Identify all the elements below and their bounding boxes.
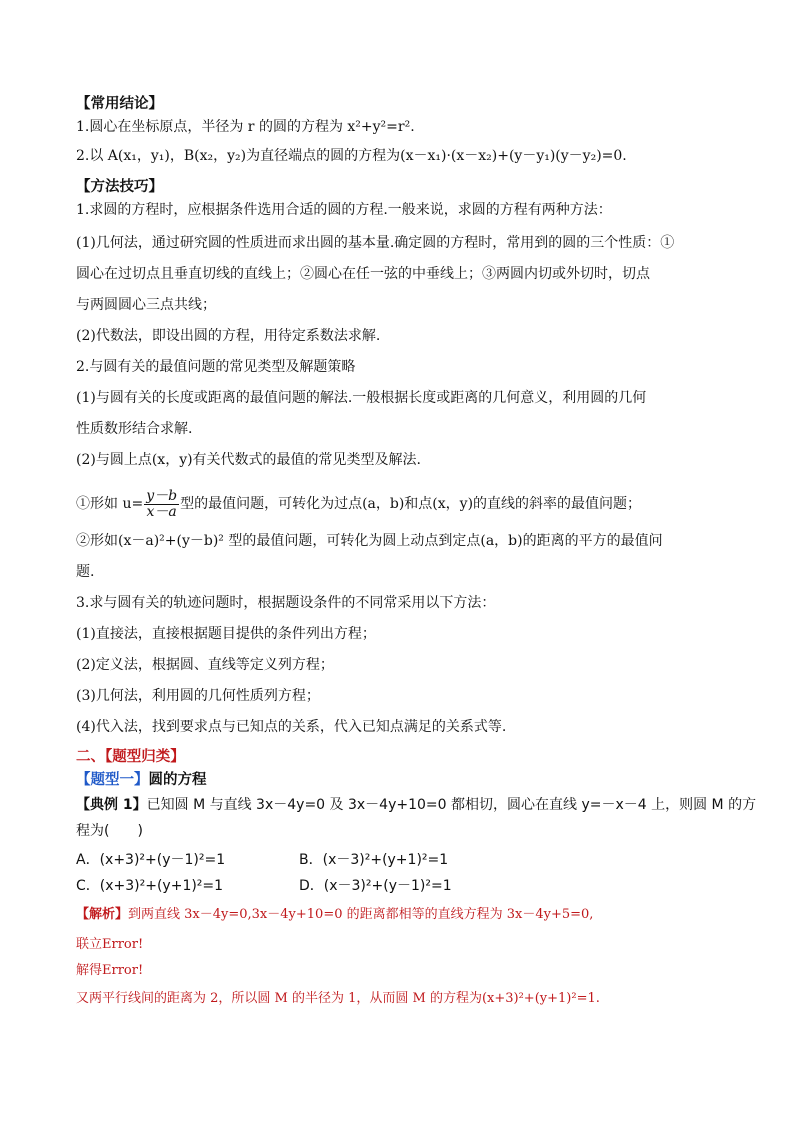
methods-paragraph-9: 3.求与圆有关的轨迹问题时，根据题设条件的不同常采用以下方法： <box>76 595 496 611</box>
methods-paragraph-2a: (1)几何法，通过研究圆的性质进而求出圆的基本量.确定圆的方程时，常用到的圆的三个性质：① <box>76 235 675 251</box>
option-a: A．(x+3)²+(y－1)²=1 <box>76 852 226 868</box>
fraction-denominator: x－a <box>146 503 177 520</box>
methods-paragraph-1: 1.求圆的方程时，应根据条件选用合适的圆的方程.一般来说，求圆的方程有两种方法： <box>76 202 612 218</box>
categories-prefix: 二、 <box>76 749 105 765</box>
section-heading-categories <box>76 747 185 767</box>
methods-paragraph-6: (2)与圆上点(x，y)有关代数式的最值的常见类型及解法. <box>76 452 422 468</box>
option-c: C．(x+3)²+(y+1)²=1 <box>76 878 224 894</box>
formula-suffix: 型的最值问题，可转化为过点(a，b)和点(x，y)的直线的斜率的最值问题； <box>180 496 642 512</box>
methods-paragraph-5a: (1)与圆有关的长度或距离的最值问题的解法.一般根据长度或距离的几何意义，利用圆的几何 <box>76 390 647 406</box>
conclusion-item-2: 2.以 A(x₁，y₁)，B(x₂，y₂)为直径端点的圆的方程为(x－x₁)·(x－x₂)+(y－y₁)(y－y₂)=0. <box>76 148 627 164</box>
solution-line-1 <box>76 905 593 925</box>
fraction <box>144 489 179 520</box>
methods-paragraph-2b: 圆心在过切点且垂直切线的直线上；②圆心在任一弦的中垂线上；③两圆内切或外切时，切点 <box>76 266 650 282</box>
example-text-a: 已知圆 M 与直线 3x－4y=0 及 3x－4y+10=0 都相切，圆心在直线 y=－x－4 上，则圆 M 的方 <box>146 797 757 813</box>
methods-paragraph-8b: 题. <box>76 564 95 580</box>
section-heading-methods: 【方法技巧】 <box>76 179 163 195</box>
option-d: D．(x－3)²+(y－1)²=1 <box>299 878 452 894</box>
options-row-1 <box>76 850 716 870</box>
methods-paragraph-3: (2)代数法，即设出圆的方程，用待定系数法求解. <box>76 328 381 344</box>
solution-line-2: 联立Error! <box>76 937 144 952</box>
categories-title: 【题型归类】 <box>105 749 185 765</box>
example-1-line-1 <box>76 795 756 815</box>
methods-paragraph-2c: 与两圆圆心三点共线； <box>76 297 216 313</box>
options-row-2 <box>76 876 716 896</box>
methods-paragraph-12: (3)几何法，利用圆的几何性质列方程； <box>76 688 320 704</box>
example-label: 【典例 1】 <box>76 797 147 813</box>
fraction-numerator: y－b <box>146 487 178 504</box>
section-heading-common-conclusions: 【常用结论】 <box>76 96 163 112</box>
methods-paragraph-8a: ②形如(x－a)²+(y－b)² 型的最值问题，可转化为圆上动点到定点(a，b)的距离的平方的最值问 <box>76 533 663 549</box>
type1-name: 圆的方程 <box>148 772 207 788</box>
methods-paragraph-13: (4)代入法，找到要求点与已知点的关系，代入已知点满足的关系式等. <box>76 719 507 735</box>
methods-paragraph-4: 2.与圆有关的最值问题的常见类型及解题策略 <box>76 359 356 375</box>
solution-line-4: 又两平行线间的距离为 2，所以圆 M 的半径为 1，从而圆 M 的方程为(x+3)²+(y+1)²=1. <box>76 991 600 1006</box>
methods-paragraph-11: (2)定义法，根据圆、直线等定义列方程； <box>76 657 334 673</box>
type1-heading <box>76 770 207 790</box>
type1-label: 【题型一】 <box>76 772 149 788</box>
methods-paragraph-5b: 性质数形结合求解. <box>76 421 193 437</box>
solution-text-1: 到两直线 3x－4y=0,3x－4y+10=0 的距离都相等的直线方程为 3x－4y+5=0, <box>128 907 594 922</box>
formula-prefix: ①形如 u= <box>76 496 144 512</box>
conclusion-item-1: 1.圆心在坐标原点，半径为 r 的圆的方程为 x²+y²=r². <box>76 119 415 135</box>
example-1-line-2: 程为( ) <box>76 823 143 839</box>
solution-label: 【解析】 <box>76 907 129 922</box>
option-b: B．(x－3)²+(y+1)²=1 <box>299 852 449 868</box>
solution-line-3: 解得Error! <box>76 963 144 978</box>
methods-paragraph-7 <box>76 488 641 520</box>
methods-paragraph-10: (1)直接法，直接根据题目提供的条件列出方程； <box>76 626 376 642</box>
